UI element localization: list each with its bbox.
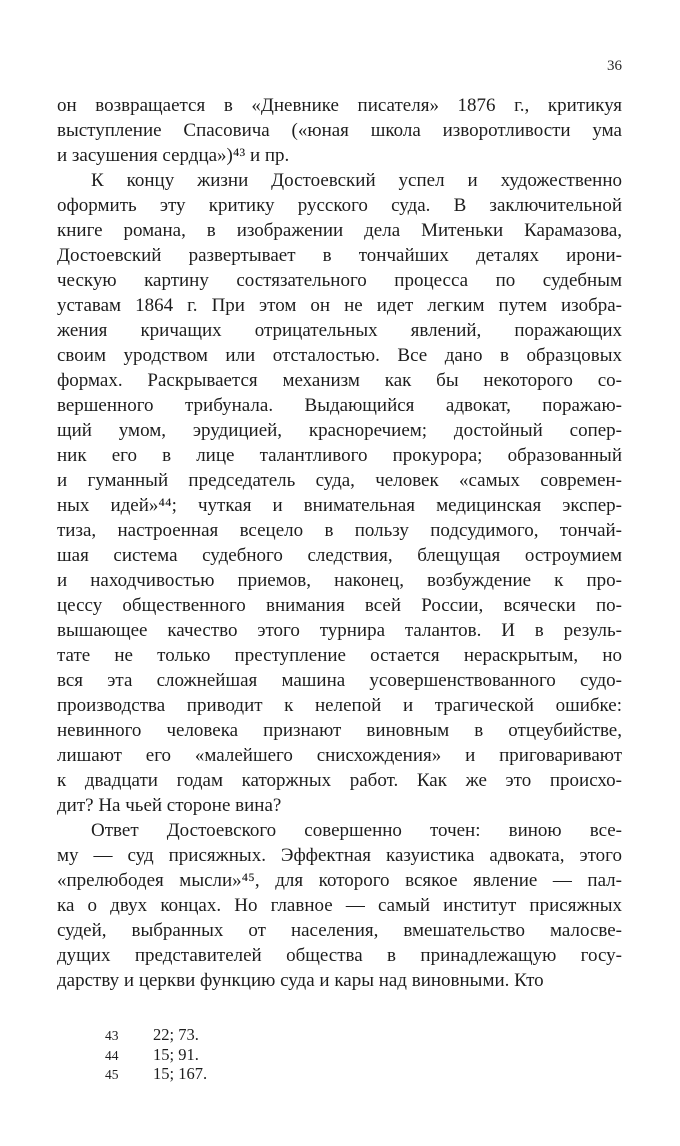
text-line: производства приводит к нелепой и трагической ошибке: xyxy=(57,695,622,716)
footnote-number: 44 xyxy=(105,1047,119,1063)
footnote-number: 43 xyxy=(105,1028,119,1043)
text-line: цессу общественного внимания всей России, всячески по- xyxy=(57,595,622,616)
text-line: и находчивостью приемов, наконец, возбуждение к про- xyxy=(57,570,622,591)
footnote-row xyxy=(105,1065,207,1085)
text-block xyxy=(57,93,622,993)
text-line: к двадцати годам каторжных работ. Как же это происхо- xyxy=(57,770,622,791)
text-line: дит? На чьей стороне вина? xyxy=(57,795,282,816)
text-line: выступление Спасовича («юная школа изворотливости ума xyxy=(57,120,622,141)
text-line: формах. Раскрывается механизм как бы некоторого со- xyxy=(57,370,622,391)
text-line: он возвращается в «Дневнике писателя» 1876 г., критикуя xyxy=(57,95,622,116)
footnote-text: 15; 91. xyxy=(153,1044,199,1064)
page-number: 36 xyxy=(607,58,622,74)
text-line: Достоевский развертывает в тончайших деталях ирони- xyxy=(57,245,622,266)
footnote-text: 22; 73. xyxy=(153,1025,199,1044)
text-line: дарству и церкви функцию суда и кары над виновными. Кто xyxy=(57,970,544,991)
text-line: «прелюбодея мысли»⁴⁵, для которого всякое явление — пал- xyxy=(57,870,622,891)
text-line: невинного человека признают виновным в отцеубийстве, xyxy=(57,720,622,741)
text-line: уставам 1864 г. При этом он не идет легким путем изобра- xyxy=(57,295,622,316)
footnote-row xyxy=(105,1026,207,1046)
text-line: ческую картину состязательного процесса по судебным xyxy=(57,270,622,291)
text-line: жения кричащих отрицательных явлений, поражающих xyxy=(57,320,622,341)
text-line: судей, выбранных от населения, вмешательство малосве- xyxy=(57,920,622,941)
text-line: вся эта сложнейшая машина усовершенствованного судо- xyxy=(57,670,622,691)
footnote-row xyxy=(105,1046,207,1066)
text-line: вышающее качество этого турнира талантов. И в резуль- xyxy=(57,620,622,641)
text-line: щий умом, эрудицией, красноречием; достойный сопер- xyxy=(57,420,622,441)
text-line: и засушения сердца»)⁴³ и пр. xyxy=(57,145,290,166)
text-line: ник его в лице талантливого прокурора; образованный xyxy=(57,445,622,466)
text-line: К концу жизни Достоевский успел и художественно xyxy=(91,170,622,191)
text-line: оформить эту критику русского суда. В заключительной xyxy=(57,195,622,216)
text-line: своим уродством или отсталостью. Все дано в образцовых xyxy=(57,345,622,366)
text-line: тате не только преступление остается нераскрытым, но xyxy=(57,645,622,666)
footnotes xyxy=(105,1026,207,1085)
text-line: му — суд присяжных. Эффектная казуистика адвоката, этого xyxy=(57,845,622,866)
text-line: ных идей»⁴⁴; чуткая и внимательная медицинская экспер- xyxy=(57,495,622,516)
text-line: книге романа, в изображении дела Митеньки Карамазова, xyxy=(57,220,622,241)
text-line: и гуманный председатель суда, человек «самых современ- xyxy=(57,470,622,491)
text-line: ка о двух концах. Но главное — самый институт присяжных xyxy=(57,895,622,916)
text-line: тиза, настроенная всецело в пользу подсудимого, тончай- xyxy=(57,520,622,541)
text-line: лишают его «малейшего снисхождения» и приговаривают xyxy=(57,745,622,766)
footnote-text: 15; 167. xyxy=(153,1064,208,1083)
text-line: Ответ Достоевского совершенно точен: виною все- xyxy=(91,820,622,841)
text-line: вершенного трибунала. Выдающийся адвокат, поражаю- xyxy=(57,395,622,416)
footnote-number: 45 xyxy=(105,1067,119,1082)
text-line: дущих представителей общества в принадлежащую госу- xyxy=(57,945,622,966)
text-line: шая система судебного следствия, блещущая остроумием xyxy=(57,545,622,566)
